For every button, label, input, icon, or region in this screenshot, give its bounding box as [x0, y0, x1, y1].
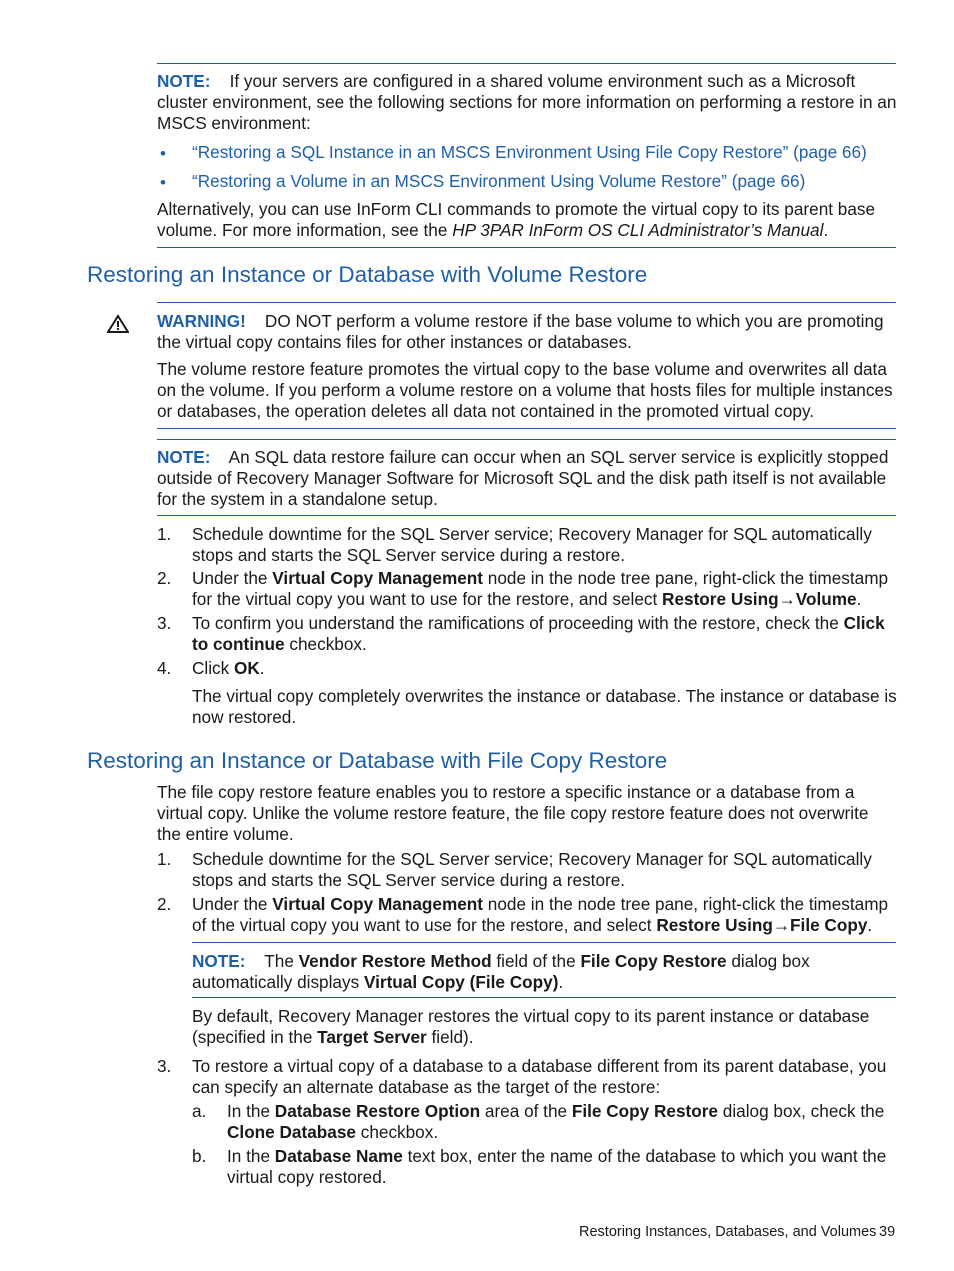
note-text: dialog box automatically displays	[192, 951, 810, 992]
note-text: An SQL data restore failure can occur when an SQL server service is explicitly stopped outside of Recovery Manager Software for Microsoft SQL and the disk path itself is not available for the system in a standalone setup.	[157, 447, 889, 509]
ui-term: File Copy Restore	[571, 1101, 718, 1121]
section-heading-volume-restore: Restoring an Instance or Database with Volume Restore	[87, 262, 648, 287]
step-2	[192, 894, 897, 936]
step-text: .	[259, 658, 265, 678]
rule-note2-bottom	[157, 515, 896, 516]
note-block	[157, 71, 897, 134]
step-2	[192, 568, 897, 610]
link-mscs-file-copy[interactable]: “Restoring a SQL Instance in an MSCS Environment Using File Copy Restore” (page 66)	[192, 142, 867, 162]
note-block-2	[157, 447, 897, 510]
step-number: 1.	[157, 849, 172, 869]
step-text: text box, enter the name of the database to which you want the virtual copy restored.	[227, 1146, 887, 1187]
step-1: Schedule downtime for the SQL Server service; Recovery Manager for SQL automatically stops and starts the SQL Server service during a restore.	[192, 524, 872, 565]
warning-block	[157, 311, 897, 353]
ui-term: Virtual Copy Management	[272, 894, 484, 914]
ui-term: Restore Using	[656, 915, 773, 935]
note-block-3	[192, 951, 897, 993]
rule-top	[157, 63, 896, 64]
step-result: The virtual copy completely overwrites the instance or database. The instance or database is now restored.	[192, 686, 897, 727]
warning-label: WARNING!	[157, 311, 246, 331]
ui-term: Database Restore Option	[274, 1101, 481, 1121]
footer-section-title: Restoring Instances, Databases, and Volumes	[579, 1224, 877, 1240]
warning-text: DO NOT perform a volume restore if the base volume to which you are promoting the virtual copy contains files for other instances or databases.	[157, 311, 884, 352]
para-text: field).	[426, 1027, 474, 1047]
step-number: 1.	[157, 524, 172, 544]
alt-text: Alternatively, you can use InForm CLI commands to promote the virtual copy to its parent base volume. For more information, see the	[157, 199, 876, 240]
step-3: To restore a virtual copy of a database to a database different from its parent database, you can specify an alternate database as the target of the restore:	[192, 1056, 887, 1097]
step-text: node in the node tree pane, right-click the timestamp for the virtual copy you want to use for the restore, and select	[192, 568, 889, 609]
ui-term: Vendor Restore Method	[298, 951, 492, 971]
rule-note2-top	[157, 439, 896, 440]
step-text: node in the node tree pane, right-click the timestamp of the virtual copy you want to use for the restore, and select	[192, 894, 889, 935]
substep-letter: a.	[192, 1101, 207, 1121]
step-number: 4.	[157, 658, 172, 678]
ui-term: Restore Using	[662, 589, 779, 609]
rule-warning-top	[157, 302, 896, 303]
step-text: Click	[192, 658, 235, 678]
step-text: checkbox.	[355, 1122, 439, 1142]
note-label: NOTE:	[192, 951, 246, 971]
manual-title: HP 3PAR InForm OS CLI Administrator’s Manual	[452, 220, 824, 240]
note-text: field of the	[491, 951, 581, 971]
step-text: .	[867, 915, 873, 935]
note-text: .	[558, 972, 564, 992]
step-4	[192, 658, 897, 679]
link-mscs-volume[interactable]: “Restoring a Volume in an MSCS Environment Using Volume Restore” (page 66)	[192, 171, 806, 191]
ui-term: Virtual Copy (File Copy)	[363, 972, 559, 992]
step-text: To confirm you understand the ramifications of proceeding with the restore, check the	[192, 613, 844, 633]
arrow: →	[772, 915, 791, 935]
ui-term: Volume	[795, 589, 857, 609]
substep-a	[227, 1101, 897, 1143]
warning-triangle-icon	[107, 314, 129, 334]
rule-note1-bottom	[157, 247, 896, 248]
note-label: NOTE:	[157, 71, 211, 91]
alternative-paragraph	[157, 199, 897, 241]
rule-note3-top	[192, 942, 896, 943]
ui-term: File Copy	[790, 915, 868, 935]
substep-b	[227, 1146, 897, 1188]
ui-term: Virtual Copy Management	[272, 568, 484, 588]
note-label: NOTE:	[157, 447, 211, 467]
alt-end: .	[823, 220, 829, 240]
step-text: In the	[227, 1146, 275, 1166]
step-number: 2.	[157, 568, 172, 588]
step-text: Under the	[192, 568, 273, 588]
bullet-icon: •	[160, 173, 166, 192]
ui-term: Click to continue	[192, 613, 885, 654]
step-number: 3.	[157, 1056, 172, 1076]
step-text: In the	[227, 1101, 275, 1121]
ui-term: File Copy Restore	[580, 951, 727, 971]
arrow: →	[778, 589, 796, 609]
step-text: Under the	[192, 894, 273, 914]
step-text: .	[856, 589, 862, 609]
ui-term: OK	[234, 658, 260, 678]
ui-term: Database Name	[274, 1146, 403, 1166]
rule-note3-bottom	[192, 997, 896, 998]
step-text: dialog box, check the	[718, 1101, 885, 1121]
step-text: checkbox.	[284, 634, 367, 654]
step-text: area of the	[480, 1101, 572, 1121]
warning-paragraph: The volume restore feature promotes the virtual copy to the base volume and overwrites all data on the volume. If you perform a volume restore on a volume that hosts files for multiple instances or databases, the operation deletes all data not contained in the promoted virtual copy.	[157, 359, 893, 421]
ui-term: Target Server	[317, 1027, 427, 1047]
note-text: If your servers are configured in a shared volume environment such as a Microsoft cluster environment, see the following sections for more information on performing a restore in an MSCS environment:	[157, 71, 897, 133]
rule-warning-bottom	[157, 428, 896, 429]
intro-paragraph: The file copy restore feature enables you to restore a specific instance or a database from a virtual copy. Unlike the volume restore feature, the file copy restore feature does not overwrite the entire volume.	[157, 782, 869, 844]
step-number: 3.	[157, 613, 172, 633]
bullet-icon: •	[160, 144, 166, 163]
step-number: 2.	[157, 894, 172, 914]
note-text: The	[264, 951, 299, 971]
step-3	[192, 613, 897, 655]
substep-letter: b.	[192, 1146, 207, 1166]
para-text: By default, Recovery Manager restores the virtual copy to its parent instance or database (specified in the	[192, 1006, 870, 1047]
step-1: Schedule downtime for the SQL Server service; Recovery Manager for SQL automatically stops and starts the SQL Server service during a restore.	[192, 849, 872, 890]
section-heading-file-copy-restore: Restoring an Instance or Database with File Copy Restore	[87, 748, 668, 773]
ui-term: Clone Database	[227, 1122, 356, 1142]
default-paragraph	[192, 1006, 897, 1048]
page-number: 39	[879, 1224, 896, 1240]
